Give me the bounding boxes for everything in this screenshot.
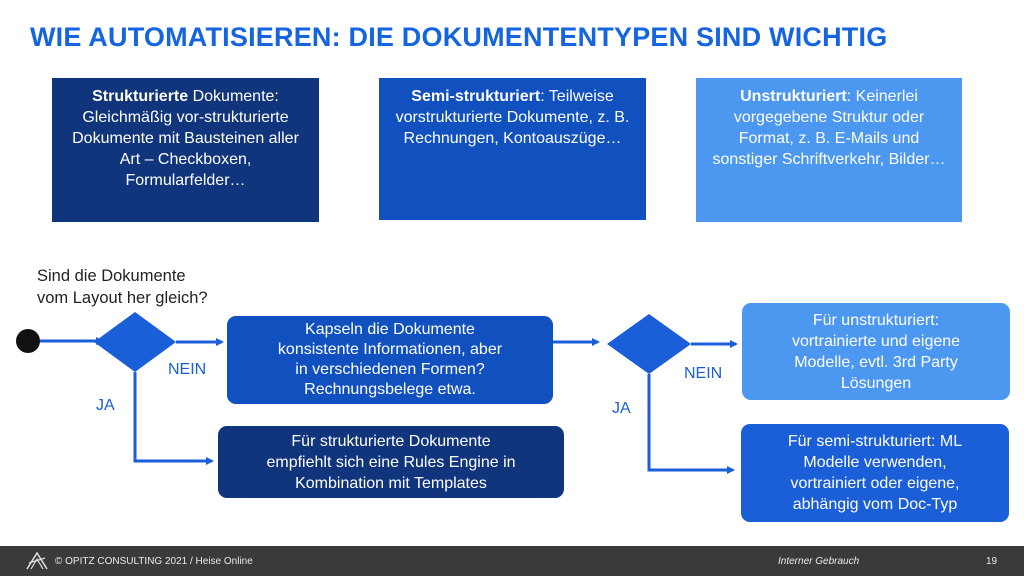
box-semi-line3: vortrainiert oder eigene,	[790, 475, 960, 492]
type-semi-description: : Teilweise vorstrukturierte Dokumente, z. B. Rechnungen, Kontoauszüge…	[395, 88, 630, 147]
box-rules-line1: Für strukturierte Dokumente	[291, 432, 491, 450]
box-rules-engine	[218, 426, 564, 498]
box-semi-line2: Modelle verwenden,	[803, 454, 947, 471]
type-structured-label: Strukturierte	[92, 88, 189, 105]
label-nein-2: NEIN	[684, 365, 723, 382]
box-semi-line4: abhängig vom Doc-Typ	[792, 496, 958, 513]
type-semi-label: Semi-strukturiert	[411, 88, 541, 105]
footer-bar	[0, 546, 1024, 576]
company-logo-icon	[26, 552, 48, 570]
type-structured-description: Dokumente: Gleichmäßig vor-strukturierte Dokumente mit Bausteinen aller Art – Checkboxen, Formularfelder…	[72, 88, 299, 189]
footer-copyright: © OPITZ CONSULTING 2021 / Heise Online	[55, 556, 253, 567]
box-kapseln	[227, 316, 553, 404]
flow-question-line2: vom Layout her gleich?	[37, 289, 208, 307]
page-number: 19	[986, 556, 998, 567]
label-ja-2: JA	[612, 400, 631, 417]
flow-line-ja-1	[135, 372, 212, 461]
box-unstruct-line3: Modelle, evtl. 3rd Party	[794, 353, 958, 371]
box-semi-line1: Für semi-strukturiert: ML	[787, 433, 963, 450]
decision-diamond-2	[607, 314, 691, 374]
box-kapseln-line4: Rechnungsbelege etwa.	[304, 381, 476, 398]
box-kapseln-line3: in verschiedenen Formen?	[295, 361, 485, 378]
flow-question-line1: Sind die Dokumente	[37, 267, 186, 285]
footer-classification: Interner Gebrauch	[778, 556, 860, 567]
page-title: WIE AUTOMATISIEREN: DIE DOKUMENTENTYPEN SIND WICHTIG	[30, 22, 888, 52]
box-rules-line3: Kombination mit Templates	[295, 474, 487, 492]
decision-diamond-1	[94, 312, 176, 372]
label-ja-1: JA	[96, 397, 115, 414]
box-kapseln-line2: konsistente Informationen, aber	[277, 341, 503, 358]
type-unstructured-description: : Keinerlei vorgegebene Struktur oder Format, z. B. E-Mails und sonstiger Schriftverkehr, Bilder…	[712, 88, 946, 168]
box-unstructured-models	[742, 303, 1010, 400]
box-semi-structured-models	[741, 424, 1009, 522]
box-unstruct-line2: vortrainierte und eigene	[791, 332, 961, 350]
type-unstructured-label: Unstrukturiert	[740, 88, 847, 105]
box-rules-line2: empfiehlt sich eine Rules Engine in	[266, 453, 516, 471]
box-unstruct-line1: Für unstrukturiert:	[812, 311, 940, 329]
box-unstruct-line4: Lösungen	[840, 374, 912, 392]
label-nein-1: NEIN	[168, 361, 207, 378]
start-node	[16, 329, 40, 353]
box-kapseln-line1: Kapseln die Dokumente	[305, 321, 475, 338]
flow-line-ja-2	[649, 374, 733, 470]
